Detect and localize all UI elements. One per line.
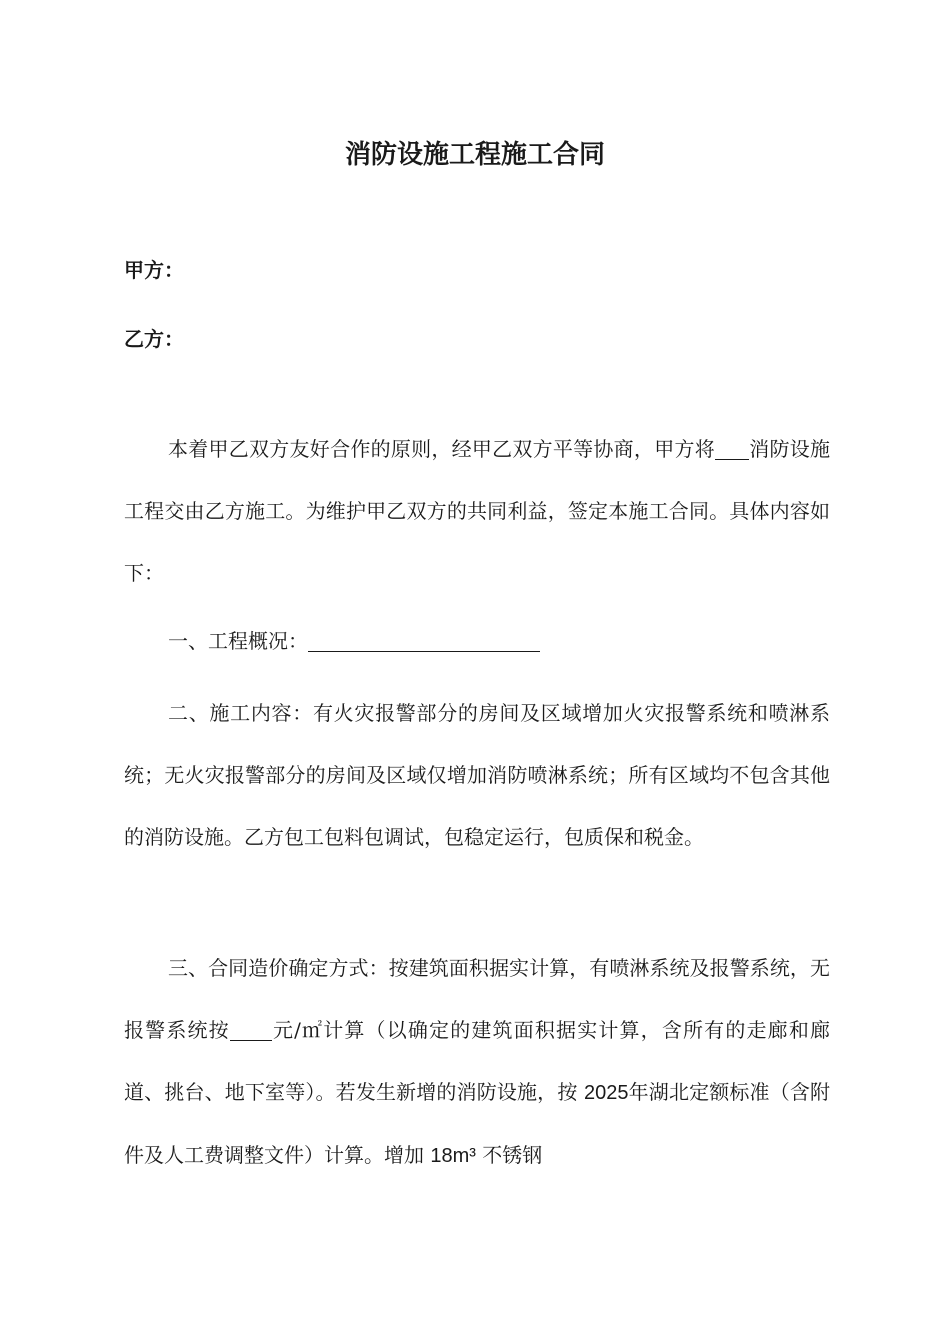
- unit-price-blank: [230, 1020, 272, 1041]
- section-2-paragraph: 二、施工内容：有火灾报警部分的房间及区域增加火灾报警系统和喷淋系统；无火灾报警部分的房间及区域仅增加消防喷淋系统；所有区域均不包含其他的消防设施。乙方包工包料包调试，包稳定运行，包质保和税金。: [124, 701, 830, 849]
- project-name-blank: [715, 439, 749, 460]
- section-1-paragraph: [124, 610, 830, 672]
- section-3-year: 2025: [584, 1082, 629, 1104]
- section-3-text-d: 不锈钢: [482, 1143, 543, 1167]
- section-3-volume: 18m³: [430, 1145, 476, 1167]
- document-title: 消防设施工程施工合同: [344, 140, 605, 170]
- section-3-text-a: 三、合同造价确定方式：按建筑面积据实计算，有喷淋系统及报警系统，无报警系统按: [124, 956, 830, 1042]
- section-3-text-b: 元/㎡计算（以确定的建筑面积据实计算，含所有的走廊和廊道、挑台、地下室等）。若发生新增的消防设施，按: [124, 1018, 830, 1104]
- section-3-text-c: 年湖北定额标准（含附件及人工费调整文件）计算。增加: [124, 1080, 831, 1167]
- section-1-label: 一、工程概况：: [168, 629, 308, 653]
- intro-text-2: 消防设施工程交由乙方施工。为维护甲乙双方的共同利益，签定本施工合同。具体内容如下：: [124, 437, 831, 585]
- intro-paragraph: [124, 418, 830, 604]
- project-overview-blank: [308, 631, 540, 652]
- intro-text-1: 本着甲乙双方友好合作的原则，经甲乙双方平等协商，甲方将: [168, 437, 715, 461]
- party-a-label: 甲方：: [124, 258, 184, 282]
- party-b-label: 乙方：: [124, 327, 184, 351]
- section-3-paragraph: [124, 937, 830, 1187]
